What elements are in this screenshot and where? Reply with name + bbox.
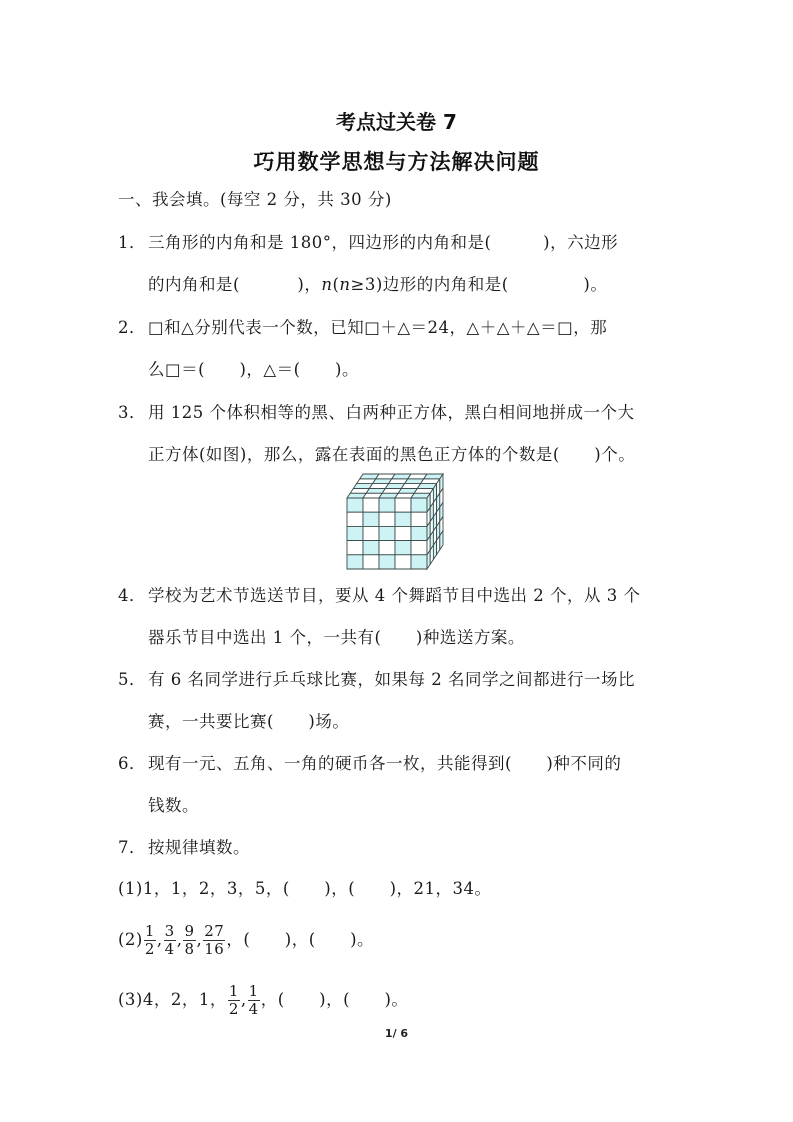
fraction: $\frac{3}{4}$ bbox=[164, 922, 175, 958]
fraction: $\frac{1}{2}$ bbox=[228, 982, 239, 1018]
subquestion-label: (3) bbox=[118, 990, 143, 1009]
question-text-line: 按规律填数。 bbox=[148, 838, 250, 857]
checkerboard-cube-figure bbox=[340, 468, 455, 576]
subquestion-text: ，( )，( )。 bbox=[226, 930, 375, 949]
question-number: 6． bbox=[118, 754, 146, 773]
fraction: $\frac{1}{4}$ bbox=[248, 982, 259, 1018]
question-text-line: 正方体(如图)，那么，露在表面的黑色正方体的个数是( )个。 bbox=[148, 445, 636, 464]
subquestion-2: (2) $\frac{1}{2}$ , $\frac{3}{4}$ , $\frac{9}{8}$ , $\frac{27}{16}$ ，( )，( )。 bbox=[118, 922, 375, 958]
question-number: 4． bbox=[118, 586, 146, 605]
fraction: $\frac{9}{8}$ bbox=[184, 922, 195, 958]
section-heading: 一、我会填。(每空 2 分，共 30 分) bbox=[118, 190, 392, 209]
question-text-line: 三角形的内角和是 180°，四边形的内角和是( )，六边形 bbox=[148, 233, 619, 252]
subquestion-label: (1) bbox=[118, 879, 143, 898]
subquestion-label: (2) bbox=[118, 930, 143, 949]
question-number: 5． bbox=[118, 670, 146, 689]
text-span: ( bbox=[332, 275, 340, 294]
question-number: 1． bbox=[118, 233, 146, 252]
question-number: 3． bbox=[118, 403, 146, 422]
variable-n: n bbox=[321, 275, 333, 294]
question-number: 2． bbox=[118, 318, 146, 337]
question-text-line: 有 6 名同学进行乒乓球比赛，如果每 2 名同学之间都进行一场比 bbox=[148, 670, 635, 689]
subquestion-text: ，( )，( )。 bbox=[260, 990, 409, 1009]
question-text-line: 赛，一共要比赛( )场。 bbox=[148, 712, 350, 731]
question-text-line bbox=[148, 273, 607, 297]
fraction: $\frac{27}{16}$ bbox=[204, 922, 225, 958]
question-text-line: 么□＝( )，△＝( )。 bbox=[148, 360, 359, 379]
variable-n: n bbox=[339, 275, 351, 294]
page-number: 1/ 6 bbox=[384, 1027, 409, 1040]
text-span: 的内角和是( )， bbox=[148, 275, 322, 294]
question-text-line: 器乐节目中选出 1 个，一共有( )种选送方案。 bbox=[148, 628, 525, 647]
question-text-line: □和△分别代表一个数，已知□＋△＝24，△＋△＋△＝□，那 bbox=[148, 318, 608, 337]
question-number: 7． bbox=[118, 838, 146, 857]
text-span: ≥3)边形的内角和是( )。 bbox=[350, 275, 608, 294]
page-title: 考点过关卷 7 bbox=[336, 110, 457, 134]
subquestion-3: (3)4，2，1， $\frac{1}{2}$ , $\frac{1}{4}$ ，( )，( )。 bbox=[118, 982, 409, 1018]
page-subtitle: 巧用数学思想与方法解决问题 bbox=[253, 150, 540, 174]
subquestion-text: 4，2，1， bbox=[142, 990, 227, 1009]
subquestion-1 bbox=[118, 877, 492, 901]
question-text-line: 现有一元、五角、一角的硬币各一枚，共能得到( )种不同的 bbox=[148, 754, 622, 773]
fraction: $\frac{1}{2}$ bbox=[144, 922, 155, 958]
question-text-line: 学校为艺术节选送节目，要从 4 个舞蹈节目中选出 2 个，从 3 个 bbox=[148, 586, 641, 605]
subquestion-text: 1，1，2，3，5，( )，( )，21，34。 bbox=[142, 879, 492, 898]
question-text-line: 钱数。 bbox=[148, 796, 199, 815]
question-text-line: 用 125 个体积相等的黑、白两种正方体，黑白相间地拼成一个大 bbox=[148, 403, 635, 422]
